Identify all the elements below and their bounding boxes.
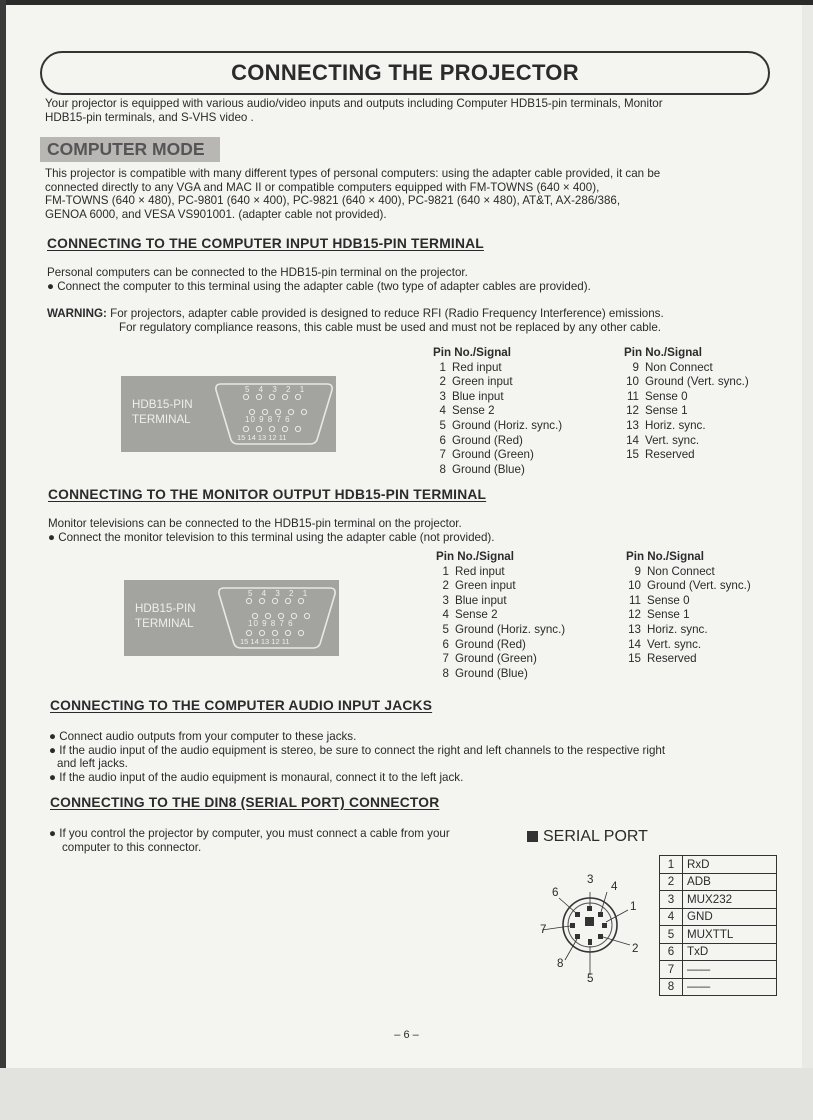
- connector-numbers-middle: 10 9 8 7 6: [245, 415, 291, 424]
- pin-row: 11 Sense 0: [628, 593, 690, 607]
- pin-row: 6 Ground (Red): [442, 637, 526, 651]
- terminal-label-line: TERMINAL: [132, 413, 191, 426]
- intro-line: Your projector is equipped with various audio/video inputs and outputs including Computer HDB15-pin terminals, Monitor: [45, 97, 663, 110]
- bullet-line-cont: computer to this connector.: [62, 840, 202, 854]
- table-row: 3 MUX232: [660, 891, 777, 909]
- table-row: 2 ADB: [660, 873, 777, 891]
- pin-header: Pin No./Signal: [436, 550, 514, 563]
- serial-text: [49, 827, 450, 854]
- heading-computer-input: CONNECTING TO THE COMPUTER INPUT HDB15-PIN TERMINAL: [47, 236, 484, 251]
- bullet-line: ● If the audio input of the audio equipment is stereo, be sure to connect the right and left channels to the respective right: [49, 743, 666, 757]
- din-pin-4: 4: [611, 880, 618, 893]
- intro-line: HDB15-pin terminals, and S-VHS video .: [45, 110, 254, 124]
- connector-numbers-bottom: 15 14 13 12 11: [237, 433, 287, 442]
- terminal-label-line: TERMINAL: [135, 617, 194, 630]
- din-pin-1: 1: [630, 900, 637, 913]
- pin-header: Pin No./Signal: [626, 550, 704, 563]
- page-number: – 6 –: [394, 1029, 419, 1041]
- pin-row: 10 Ground (Vert. sync.): [628, 579, 751, 593]
- warning-block: [47, 307, 664, 334]
- section-heading-computer-mode: COMPUTER MODE: [40, 137, 220, 162]
- pin-row: 8 Ground (Blue): [439, 462, 525, 476]
- computer-input-text: [47, 266, 591, 293]
- pin-row: 13 Horiz. sync.: [628, 622, 708, 636]
- serial-port-label: [527, 828, 648, 846]
- pin-list-right-1: [624, 346, 749, 463]
- monitor-output-text: [48, 517, 495, 544]
- pin-row: 1 Red input: [439, 360, 502, 374]
- para-line: GENOA 6000, and VESA VS901001. (adapter cable not provided).: [45, 207, 387, 221]
- pin-row: 2 Green input: [439, 375, 513, 389]
- table-row: 1 RxD: [660, 856, 777, 874]
- computer-mode-text: [45, 167, 660, 221]
- pin-row: 4 Sense 2: [442, 608, 498, 622]
- pin-header: Pin No./Signal: [433, 346, 511, 359]
- pin-row: 9 Non Connect: [634, 564, 715, 578]
- pin-row: 13 Horiz. sync.: [626, 418, 706, 432]
- table-row: 8 ——: [660, 978, 777, 996]
- warning-label: WARNING:: [47, 307, 107, 320]
- bullet-line: ● Connect the computer to this terminal using the adapter cable (two type of adapter cables are provided).: [47, 279, 591, 293]
- title-frame: [40, 51, 770, 95]
- hdb15-terminal-diagram: [124, 580, 339, 656]
- pin-row: 12 Sense 1: [626, 404, 688, 418]
- pin-row: 10 Ground (Vert. sync.): [626, 375, 749, 389]
- bullet-line: ● If you control the projector by computer, you must connect a cable from your: [49, 827, 450, 840]
- pin-row: 9 Non Connect: [632, 360, 713, 374]
- pin-row: 15 Reserved: [626, 448, 695, 462]
- warning-line: For projectors, adapter cable provided is designed to reduce RFI (Radio Frequency Interference) emissions.: [110, 307, 664, 320]
- connector-numbers-middle: 10 9 8 7 6: [248, 619, 294, 628]
- pin-list-left-1: [433, 346, 562, 477]
- connector-numbers-bottom: 15 14 13 12 11: [240, 637, 290, 646]
- pin-row: 1 Red input: [442, 564, 505, 578]
- heading-monitor-output: CONNECTING TO THE MONITOR OUTPUT HDB15-PIN TERMINAL: [48, 487, 487, 502]
- pin-row: 5 Ground (Horiz. sync.): [439, 418, 563, 432]
- audio-text: [49, 730, 665, 784]
- table-row: 7 ——: [660, 961, 777, 979]
- pin-header: Pin No./Signal: [624, 346, 702, 359]
- pin-row: 3 Blue input: [442, 593, 507, 607]
- hdb15-terminal-diagram: [121, 376, 336, 452]
- terminal-label-line: HDB15-PIN: [132, 398, 193, 411]
- intro-text: [45, 97, 663, 124]
- din-pin-8: 8: [557, 957, 564, 970]
- bullet-line: ● Connect audio outputs from your computer to these jacks.: [49, 730, 357, 743]
- table-row: 5 MUXTTL: [660, 926, 777, 944]
- text-line: Personal computers can be connected to the HDB15-pin terminal on the projector.: [47, 266, 468, 279]
- serial-pin-table: [659, 855, 777, 996]
- text-line: Monitor televisions can be connected to the HDB15-pin terminal on the projector.: [48, 517, 462, 530]
- din-pin-3: 3: [587, 873, 594, 886]
- pin-row: 6 Ground (Red): [439, 433, 523, 447]
- bullet-line: ● Connect the monitor television to this terminal using the adapter cable (not provided).: [48, 530, 495, 544]
- pin-row: 14 Vert. sync.: [626, 433, 700, 447]
- pin-row: 15 Reserved: [628, 652, 697, 666]
- pin-row: 5 Ground (Horiz. sync.): [442, 622, 566, 636]
- para-line: connected directly to any VGA and MAC II or compatible computers equipped with FM-TOWNS (640 × 400),: [45, 180, 600, 194]
- warning-line: For regulatory compliance reasons, this cable must be used and must not be replaced by any other cable.: [119, 320, 661, 334]
- para-line: FM-TOWNS (640 × 480), PC-9801 (640 × 400), PC-9821 (640 × 400), PC-9821 (640 × 480), AT&T, AX-286/386,: [45, 194, 621, 208]
- pin-row: 7 Ground (Green): [442, 652, 537, 666]
- bullet-line: ● If the audio input of the audio equipment is monaural, connect it to the left jack.: [49, 770, 464, 784]
- bullet-line-cont: and left jacks.: [57, 757, 128, 771]
- pin-row: 14 Vert. sync.: [628, 637, 702, 651]
- din-pin-2: 2: [632, 942, 639, 955]
- pin-row: 3 Blue input: [439, 389, 504, 403]
- terminal-label-line: HDB15-PIN: [135, 602, 196, 615]
- din-pin-6: 6: [552, 886, 559, 899]
- din-pin-7: 7: [540, 923, 547, 936]
- din-pin-5: 5: [587, 972, 594, 985]
- table-row: 4 GND: [660, 908, 777, 926]
- pin-list-left-2: [436, 550, 565, 681]
- table-row: 6 TxD: [660, 943, 777, 961]
- serial-port-text: SERIAL PORT: [543, 828, 648, 845]
- para-line: This projector is compatible with many different types of personal computers: using the adapter cable provided, it can be: [45, 167, 661, 180]
- pin-row: 2 Green input: [442, 579, 516, 593]
- heading-audio-input: CONNECTING TO THE COMPUTER AUDIO INPUT JACKS: [50, 698, 433, 713]
- pin-row: 8 Ground (Blue): [442, 666, 528, 680]
- connector-numbers-top: 5 4 3 2 1: [245, 385, 308, 394]
- scan-bottom-margin: [0, 1068, 813, 1120]
- pin-row: 7 Ground (Green): [439, 448, 534, 462]
- connector-numbers-top: 5 4 3 2 1: [248, 589, 311, 598]
- pin-row: 12 Sense 1: [628, 608, 690, 622]
- pin-list-right-2: [626, 550, 751, 667]
- pin-row: 4 Sense 2: [439, 404, 495, 418]
- pin-row: 11 Sense 0: [626, 389, 688, 403]
- heading-din8-serial: CONNECTING TO THE DIN8 (SERIAL PORT) CONNECTOR: [50, 795, 440, 810]
- page-title: CONNECTING THE PROJECTOR: [231, 60, 579, 85]
- square-bullet-icon: [527, 831, 538, 842]
